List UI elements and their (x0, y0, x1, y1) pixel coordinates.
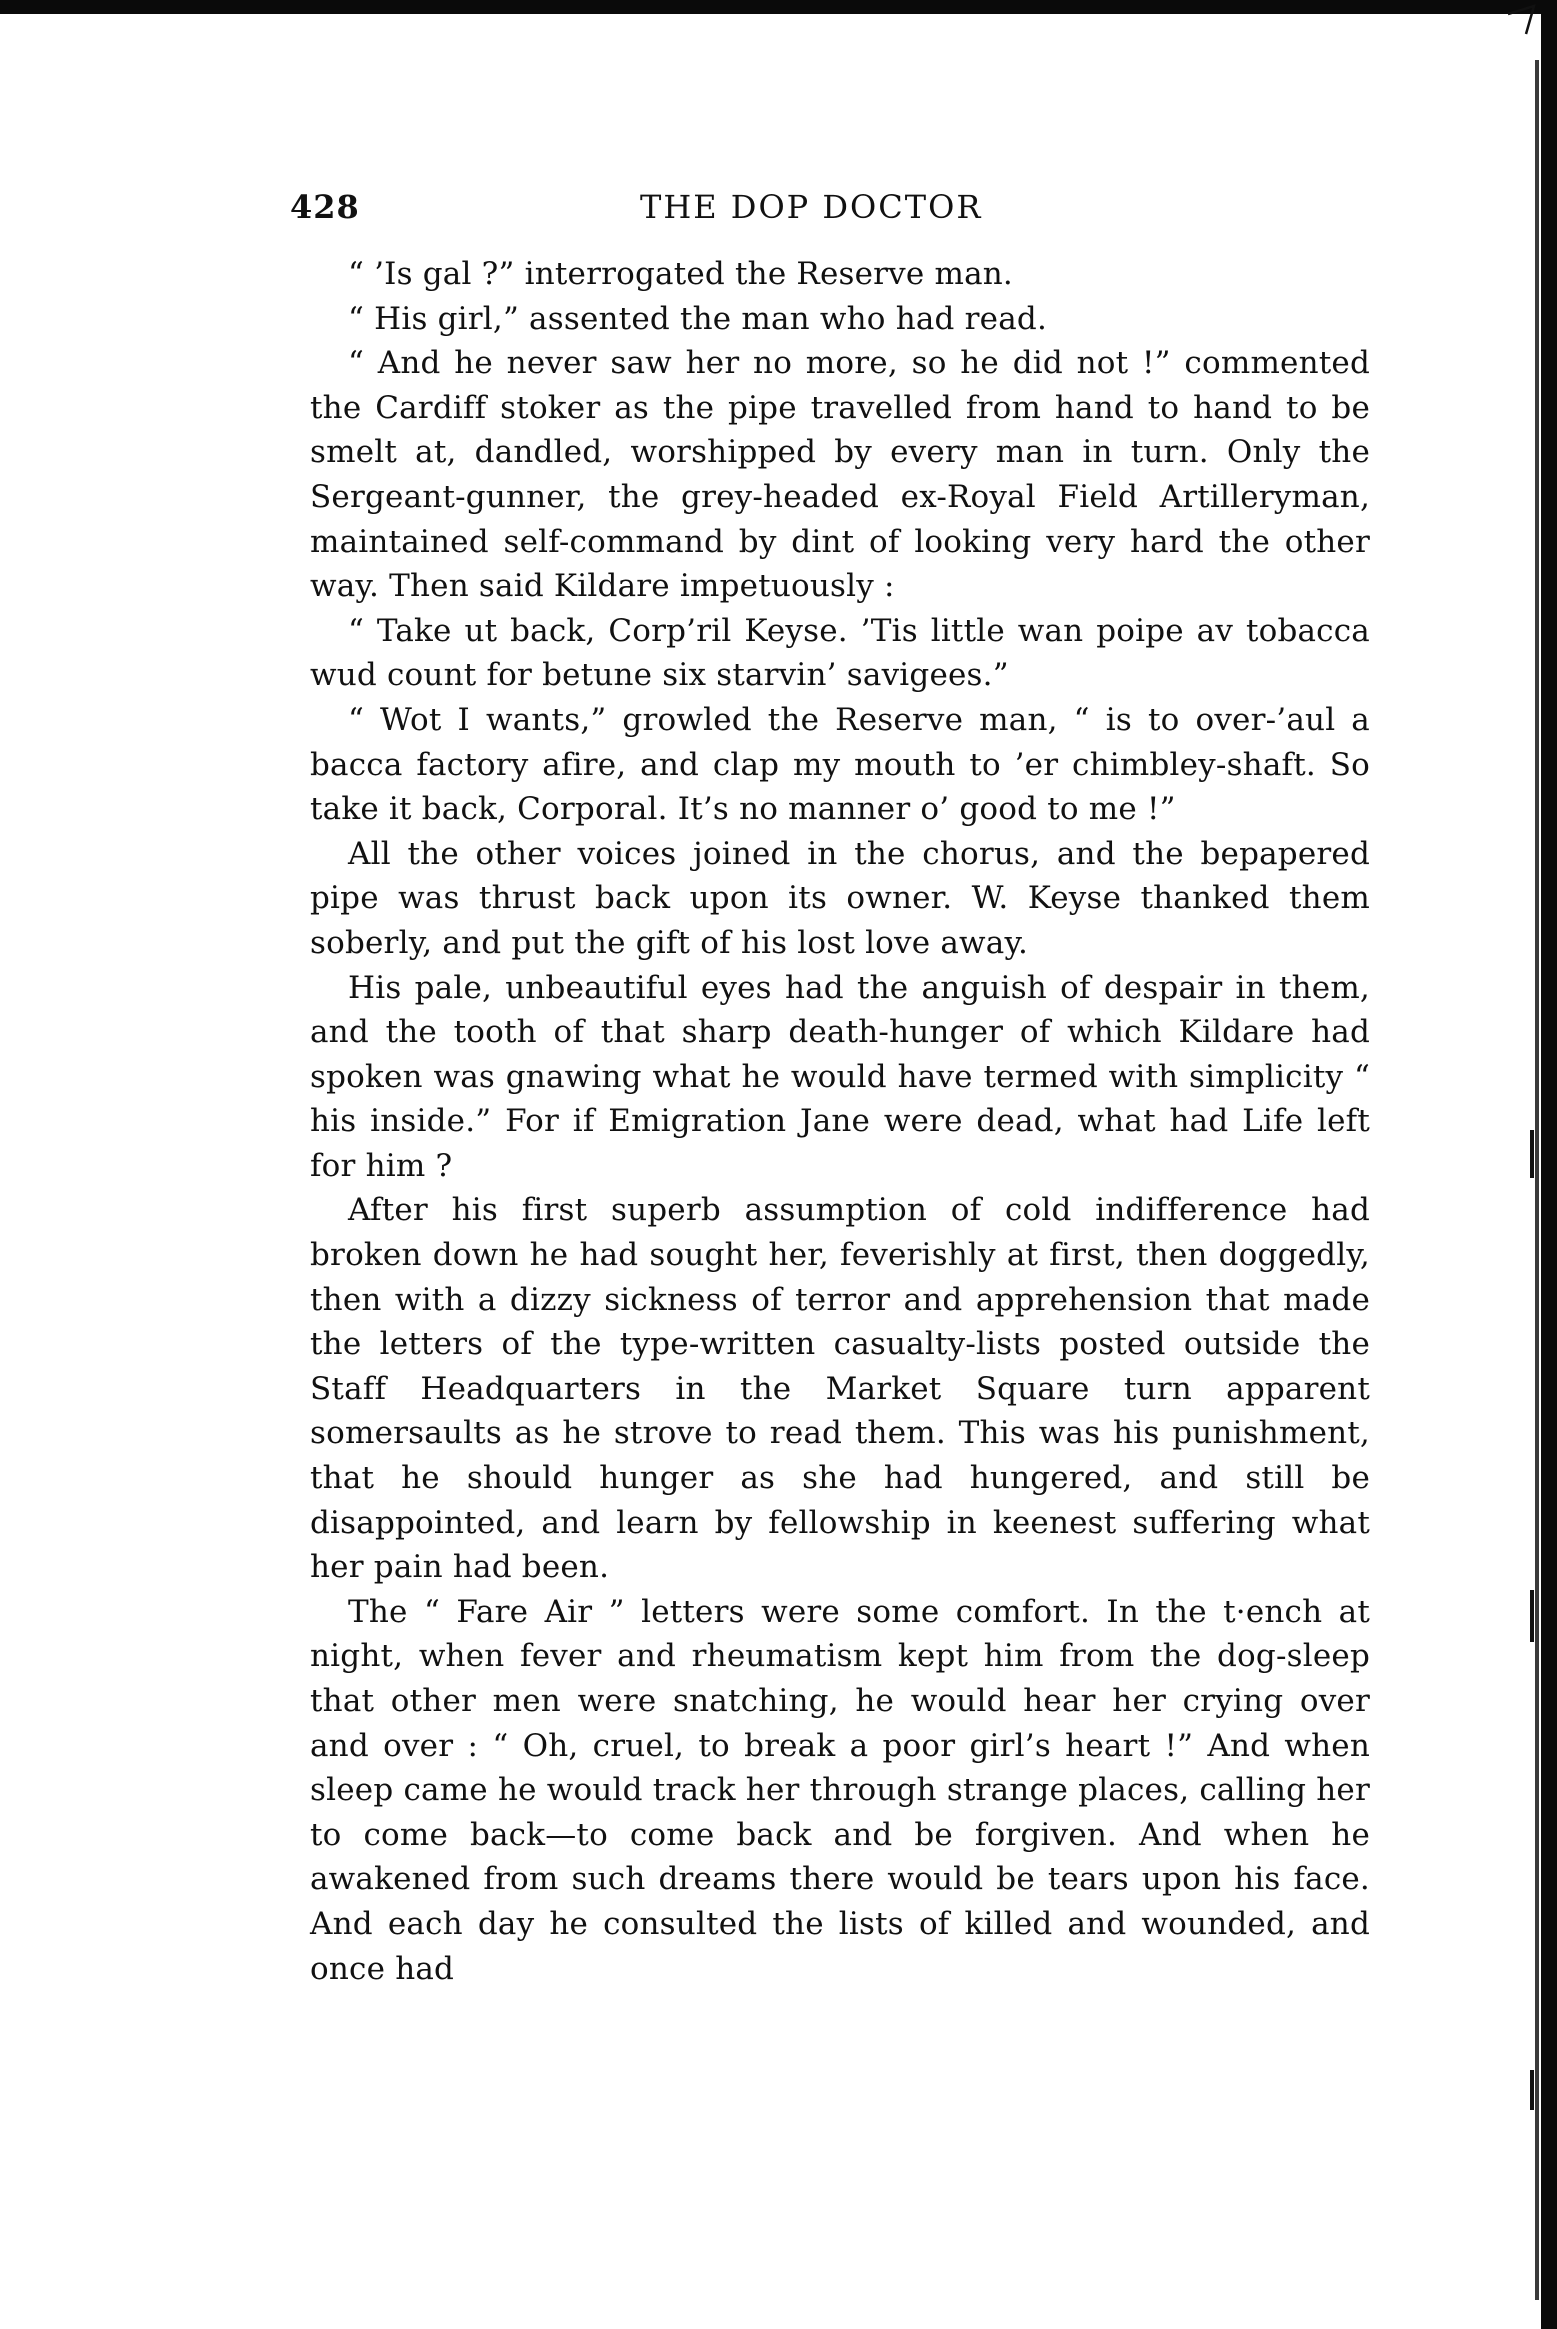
paragraph: “ His girl,” assented the man who had read. (348, 300, 1048, 337)
paragraph: After his first superb assumption of cold indifference had broken down he had sought her, feverishly at first, then doggedly, then with a dizzy sickness of terror and apprehension that made the letters of the type-written casualty-lists posted outside the Staff Headquarters in the Market Square turn apparent somersaults as he strove to read them. This was his punishment, that he should hunger as she had hungered, and still be disappointed, and learn by fellowship in keenest suffering what her pain had been. (310, 1192, 1370, 1586)
paragraph: “ Take ut back, Corp’ril Keyse. ’Tis little wan poipe av tobacca wud count for betune six starvin’ savigees.” (310, 612, 1370, 694)
corner-tear-mark (1500, 0, 1540, 40)
page-header (290, 188, 1370, 238)
page-number: 428 (290, 188, 360, 226)
margin-mark (1530, 1130, 1534, 1178)
paragraph: All the other voices joined in the chorus, and the bepapered pipe was thrust back upon its owner. W. Keyse thanked them soberly, and put the gift of his lost love away. (310, 835, 1370, 961)
scan-top-border (0, 0, 1557, 14)
margin-mark (1530, 1590, 1534, 1642)
margin-mark (1530, 2070, 1534, 2110)
paragraph: “ And he never saw her no more, so he did not !” commented the Cardiff stoker as the pipe travelled from hand to hand to be smelt at, dandled, worshipped by every man in turn. Only the Sergeant-gunner, the grey-headed ex-Royal Field Artilleryman, maintained self-command by dint of looking very hard the other way. Then said Kildare impetuously : (310, 345, 1370, 605)
paragraph: “ Wot I wants,” growled the Reserve man, “ is to over-’aul a bacca factory afire, and clap my mouth to ’er chimbley-shaft. So take it back, Corporal. It’s no manner o’ good to me !” (310, 701, 1370, 828)
paragraph: The “ Fare Air ” letters were some comfort. In the t·ench at night, when fever and rheumatism kept him from the dog-sleep that other men were snatching, he would hear her crying over and over : “ Oh, cruel, to break a poor girl’s heart !” And when sleep came he would track her through strange places, calling her to come back—to come back and be forgiven. And when he awakened from such dreams there would be tears upon his face. And each day he consulted the lists of killed and wounded, and once had (310, 1593, 1370, 1987)
scan-right-border (1541, 0, 1557, 2329)
body-text (310, 252, 1370, 1991)
paragraph: His pale, unbeautiful eyes had the anguish of despair in them, and the tooth of that sharp death-hunger of which Kildare had spoken was gnawing what he would have termed with simplicity “ his inside.” For if Emigration Jane were dead, what had Life left for him ? (310, 969, 1370, 1184)
running-title: THE DOP DOCTOR (640, 188, 983, 226)
page-edge-shadow (1535, 60, 1539, 2300)
paragraph: “ ’Is gal ?” interrogated the Reserve man. (348, 256, 1013, 292)
